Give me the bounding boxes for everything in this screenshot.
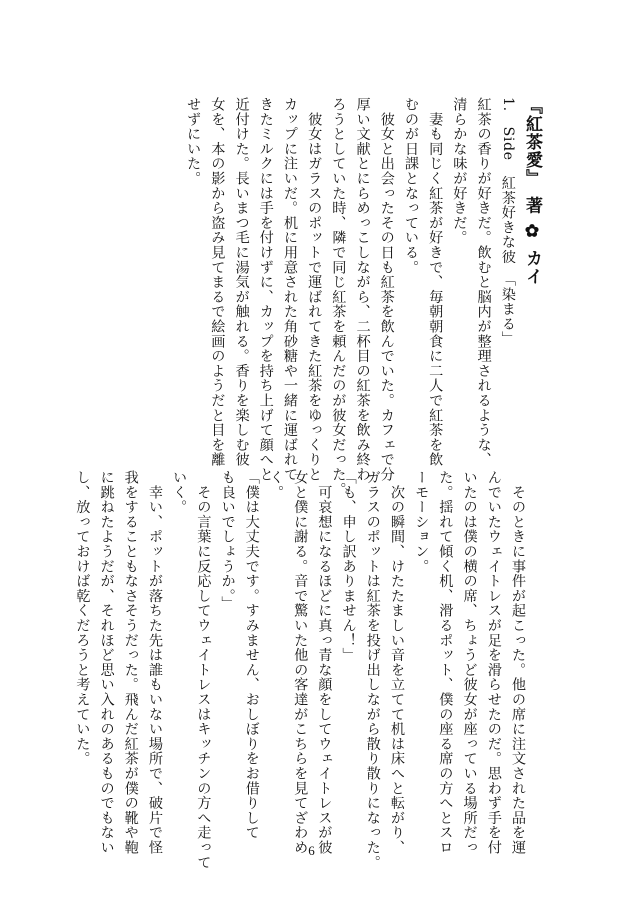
upper-text-block xyxy=(181,97,544,497)
body-line: 女と僕に謝る。音で驚いた他の客達がこちらを見てざわめ xyxy=(292,470,309,855)
body-line: 近付けた。長いまつ毛に湯気が触れる。香りを楽しむ彼 xyxy=(233,97,250,467)
body-line: いたのは僕の横の席、ちょうど彼女が座っている場所だっ xyxy=(461,470,478,855)
body-line: に跳ねたようだが、それほど思い入れのあるものでもない xyxy=(98,470,115,855)
body-line: むのが日課となっている。 xyxy=(402,97,419,275)
story-title: 『紅茶愛』 著 ✿ カイ xyxy=(522,97,542,286)
dialogue-line: 「も、申し訳ありません！」 xyxy=(340,470,357,663)
body-line: きたミルクには手を付けずに、カップを持ち上げて顔へと xyxy=(257,97,274,482)
body-line: 幸い、ポットが落ちた先は誰もいない場所で、破片で怪 xyxy=(146,470,163,855)
body-line: 彼女はガラスのポットで運ばれてきた紅茶をゆっくりと xyxy=(306,97,323,482)
body-line: せずにいた。 xyxy=(185,97,202,186)
lower-text-block xyxy=(70,470,530,870)
page-number: 6 xyxy=(308,843,315,858)
body-line: 次の瞬間、けたたましい音を立てて机は床へと転がり、 xyxy=(388,470,405,855)
body-line: 我をすることもなさそうだった。飛んだ紅茶が僕の靴や鞄 xyxy=(122,470,139,855)
body-line: 厚い文献とにらめっこしながら、二杯目の紅茶を飲み終わ xyxy=(354,97,371,482)
body-line: 可哀想になるほどに真っ青な顔をしてウェイトレスが彼 xyxy=(316,470,333,855)
body-line: た。揺れて傾く机、滑るポット、僕の座る席の方へとスロ xyxy=(437,470,454,855)
body-line: ーモーション。 xyxy=(413,470,430,574)
body-line: カップに注いだ。机に用意された角砂糖や一緒に運ばれて xyxy=(281,97,298,482)
body-line: ろうとしていた時、隣で同じ紅茶を頼んだのが彼女だった。 xyxy=(330,97,347,497)
dialogue-line: も良いでしょうか。」 xyxy=(219,470,236,611)
body-line: ガラスのポットは紅茶を投げ出しながら散り散りになった。 xyxy=(364,470,381,870)
body-line: その言葉に反応してウェイトレスはキッチンの方へ走って xyxy=(195,470,212,870)
body-line: し、放っておけば乾くだろうと考えていた。 xyxy=(74,470,91,766)
dialogue-line: 「僕は大丈夫です。すみません、おしぼりをお借りして xyxy=(243,470,260,840)
body-line: 女を、本の影から盗み見てまるで絵画のようだと目を離 xyxy=(209,97,226,467)
body-line: 妻も同じく紅茶が好きで、毎朝朝食に二人で紅茶を飲 xyxy=(427,97,444,467)
body-line: 紅茶の香りが好きだ。飲むと脳内が整理されるような、 xyxy=(475,97,492,467)
section-heading: 1. Side 紅茶好きな彼 「染まる」 xyxy=(499,97,516,346)
body-line: そのときに事件が起こった。他の席に注文された品を運 xyxy=(510,470,526,855)
body-line: 彼女と出会ったその日も紅茶を飲んでいた。カフェで分 xyxy=(378,97,395,482)
body-line: いく。 xyxy=(171,470,188,515)
body-line: 清らかな味が好きだ。 xyxy=(451,97,468,245)
body-line: く。 xyxy=(267,470,284,500)
body-line: んでいたウェイトレスが足を滑らせたのだ。思わず手を付 xyxy=(485,470,502,855)
